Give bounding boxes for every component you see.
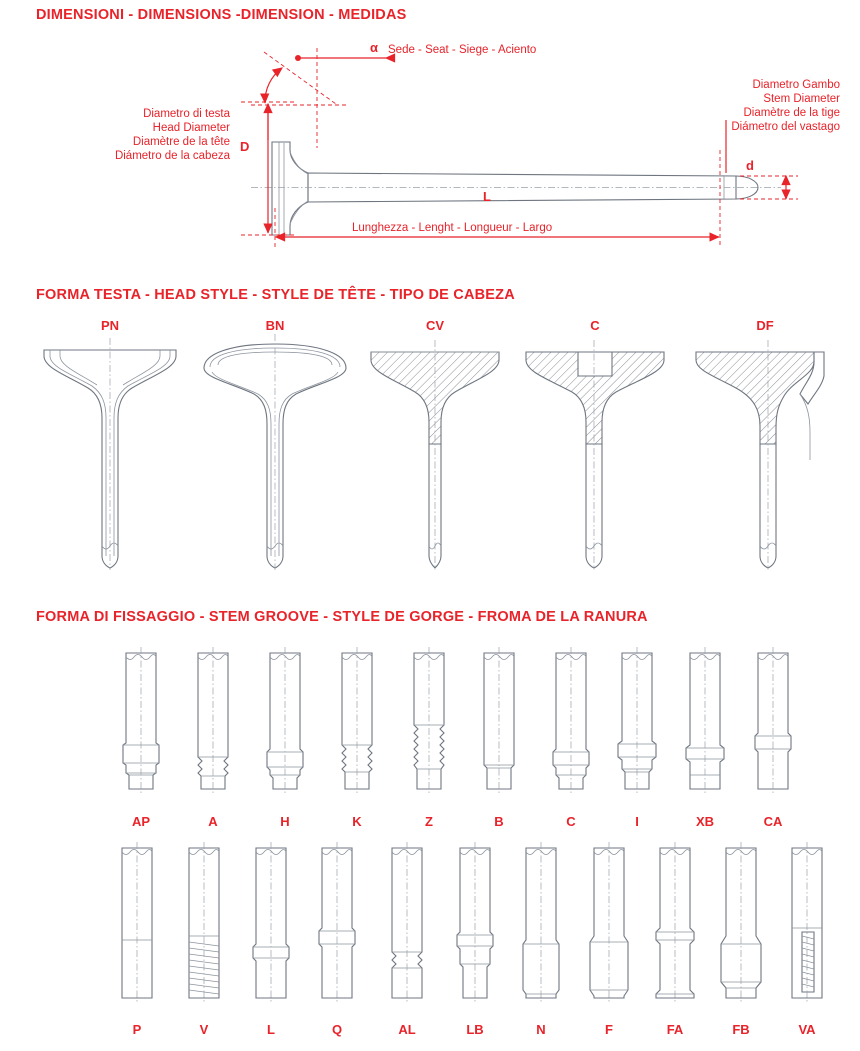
stem-groove-code-ca: CA xyxy=(763,814,783,829)
label-head-diameter-it: Diametro di testa xyxy=(143,108,230,120)
stem-groove-code-va: VA xyxy=(798,1022,816,1037)
stem-groove-n-drawing xyxy=(512,840,570,1005)
stem-groove-code-k: K xyxy=(352,814,362,829)
stem-groove-k-drawing xyxy=(328,645,386,795)
label-stem-diameter-es: Diámetro del vastago xyxy=(731,121,840,133)
head-style-c-drawing xyxy=(520,332,670,572)
stem-groove-code-xb: XB xyxy=(695,814,715,829)
stem-groove-code-b: B xyxy=(494,814,504,829)
stem-groove-ap-drawing xyxy=(112,645,170,795)
label-stem-diameter-symbol: d xyxy=(746,158,754,173)
head-style-code-c: C xyxy=(590,318,600,333)
head-style-code-cv: CV xyxy=(425,318,445,333)
stem-groove-code-al: AL xyxy=(398,1022,416,1037)
label-head-diameter-fr: Diamètre de la tête xyxy=(132,136,230,148)
stem-groove-c-drawing xyxy=(542,645,600,795)
head-style-code-pn: PN xyxy=(100,318,120,333)
stem-groove-p-drawing xyxy=(108,840,166,1005)
label-head-diameter xyxy=(66,107,230,163)
stem-groove-f-drawing xyxy=(580,840,638,1005)
stem-groove-i-drawing xyxy=(608,645,666,795)
stem-groove-va-drawing xyxy=(778,840,836,1005)
label-seat: Sede - Seat - Siege - Aciento xyxy=(388,44,537,56)
label-head-diameter-es: Diámetro de la cabeza xyxy=(114,150,230,162)
stem-groove-code-n: N xyxy=(536,1022,546,1037)
stem-groove-z-drawing xyxy=(400,645,458,795)
section-title-stem-groove: FORMA DI FISSAGGIO - STEM GROOVE - STYLE DE GORGE - FROMA DE LA RANURA xyxy=(36,609,648,625)
stem-groove-code-fa: FA xyxy=(666,1022,684,1037)
stem-groove-h-drawing xyxy=(256,645,314,795)
stem-groove-code-f: F xyxy=(605,1022,613,1037)
head-style-code-df: DF xyxy=(756,318,774,333)
label-stem-diameter-en: Stem Diameter xyxy=(763,93,840,105)
stem-groove-al-drawing xyxy=(378,840,436,1005)
head-style-pn-drawing xyxy=(40,332,180,572)
stem-groove-code-fb: FB xyxy=(732,1022,750,1037)
label-seat-symbol: α xyxy=(370,40,378,55)
stem-groove-code-z: Z xyxy=(425,814,433,829)
label-head-diameter-symbol: D xyxy=(240,139,250,154)
stem-groove-code-lb: LB xyxy=(466,1022,484,1037)
section-title-head-style: FORMA TESTA - HEAD STYLE - STYLE DE TÊTE - TIPO DE CABEZA xyxy=(36,287,515,303)
stem-groove-b-drawing xyxy=(470,645,528,795)
stem-groove-code-a: A xyxy=(208,814,218,829)
stem-groove-q-drawing xyxy=(308,840,366,1005)
stem-groove-a-drawing xyxy=(184,645,242,795)
stem-groove-code-h: H xyxy=(280,814,290,829)
stem-groove-xb-drawing xyxy=(676,645,734,795)
stem-groove-v-drawing xyxy=(175,840,233,1005)
stem-groove-l-drawing xyxy=(242,840,300,1005)
stem-groove-ca-drawing xyxy=(744,645,802,795)
head-style-df-drawing xyxy=(690,332,840,572)
stem-groove-code-c: C xyxy=(566,814,576,829)
stem-groove-code-i: I xyxy=(635,814,639,829)
head-style-cv-drawing xyxy=(365,332,505,572)
head-style-code-bn: BN xyxy=(265,318,285,333)
label-length-symbol: L xyxy=(483,189,491,204)
label-stem-diameter-fr: Diamètre de la tige xyxy=(743,107,840,119)
stem-groove-code-ap: AP xyxy=(131,814,151,829)
stem-groove-code-q: Q xyxy=(331,1022,343,1037)
stem-groove-code-v: V xyxy=(199,1022,209,1037)
label-stem-diameter xyxy=(640,78,840,134)
label-stem-diameter-it: Diametro Gambo xyxy=(752,79,840,91)
stem-groove-fa-drawing xyxy=(646,840,704,1005)
label-head-diameter-en: Head Diameter xyxy=(152,122,230,134)
label-length: Lunghezza - Lenght - Longueur - Largo xyxy=(352,222,553,234)
stem-groove-code-p: P xyxy=(132,1022,142,1037)
stem-groove-lb-drawing xyxy=(446,840,504,1005)
stem-groove-fb-drawing xyxy=(712,840,770,1005)
section-title-dimensions: DIMENSIONI - DIMENSIONS -DIMENSION - MEDIDAS xyxy=(36,7,407,23)
head-style-bn-drawing xyxy=(200,332,350,572)
stem-groove-code-l: L xyxy=(267,1022,275,1037)
